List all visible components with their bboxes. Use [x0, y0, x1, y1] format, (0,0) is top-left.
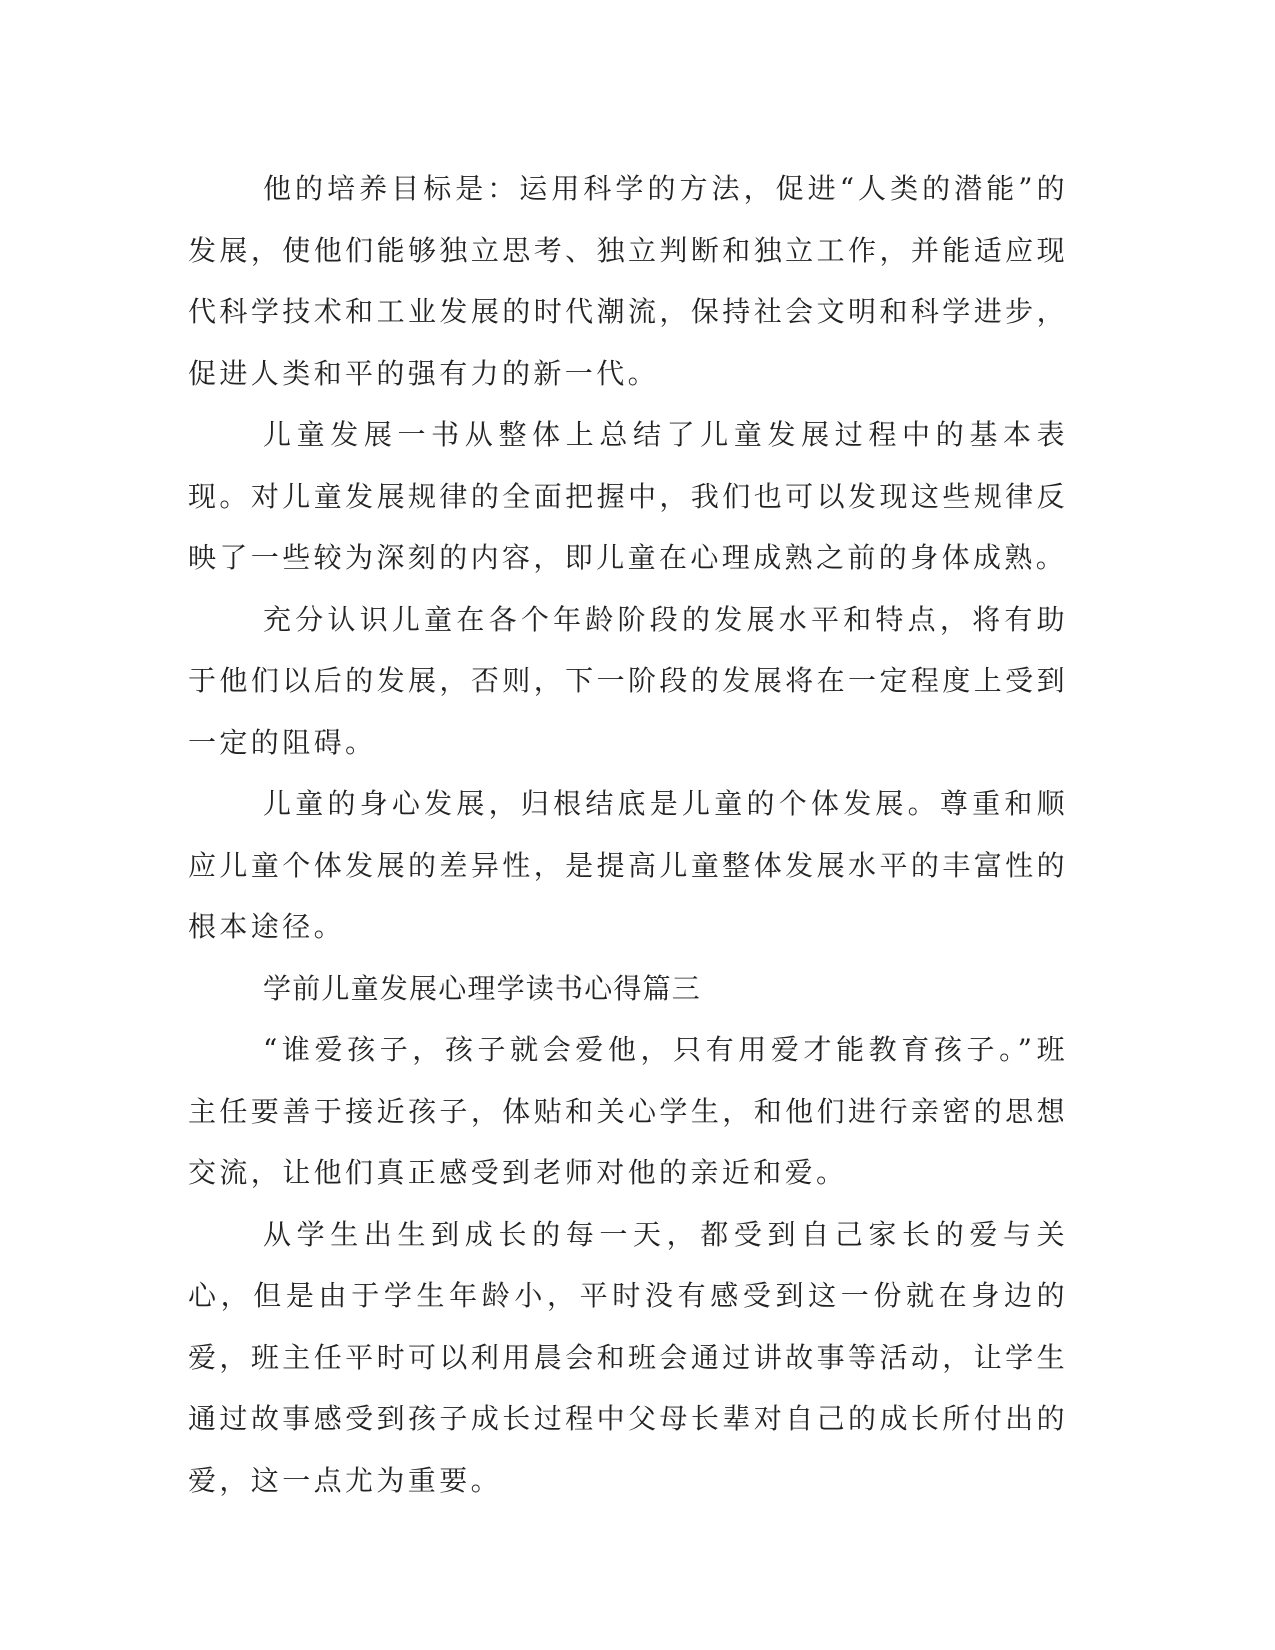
paragraph-child-development-book: 儿童发展一书从整体上总结了儿童发展过程中的基本表现。对儿童发展规律的全面把握中，我们也可以发现这些规律反映了一些较为深刻的内容，即儿童在心理成熟之前的身体成熟。 — [188, 418, 1068, 574]
paragraph-age-stages: 充分认识儿童在各个年龄阶段的发展水平和特点，将有助于他们以后的发展，否则，下一阶段的发展将在一定程度上受到一定的阻碍。 — [188, 602, 1068, 759]
paragraph-training-goal: 他的培养目标是：运用科学的方法，促进“人类的潜能”的发展，使他们能够独立思考、独立判断和独立工作，并能适应现代科学技术和工业发展的时代潮流，保持社会文明和科学进步，促进人类和平的强有力的新一代。 — [188, 172, 1068, 390]
document-body — [188, 158, 1068, 1511]
paragraph-parents-love: 从学生出生到成长的每一天，都受到自己家长的爱与关心，但是由于学生年龄小，平时没有感受到这一份就在身边的爱，班主任平时可以利用晨会和班会通过讲故事等活动，让学生通过故事感受到孩子成长过程中父母长辈对自己的成长所付出的爱，这一点尤为重要。 — [188, 1217, 1068, 1497]
paragraph-love-children: “谁爱孩子，孩子就会爱他，只有用爱才能教育孩子。”班主任要善于接近孩子，体贴和关心学生，和他们进行亲密的思想交流，让他们真正感受到老师对他的亲近和爱。 — [188, 1033, 1068, 1189]
paragraph-individual-development: 儿童的身心发展，归根结底是儿童的个体发展。尊重和顺应儿童个体发展的差异性，是提高儿童整体发展水平的丰富性的根本途径。 — [188, 787, 1068, 943]
section-heading: 学前儿童发展心理学读书心得篇三 — [263, 971, 702, 1005]
